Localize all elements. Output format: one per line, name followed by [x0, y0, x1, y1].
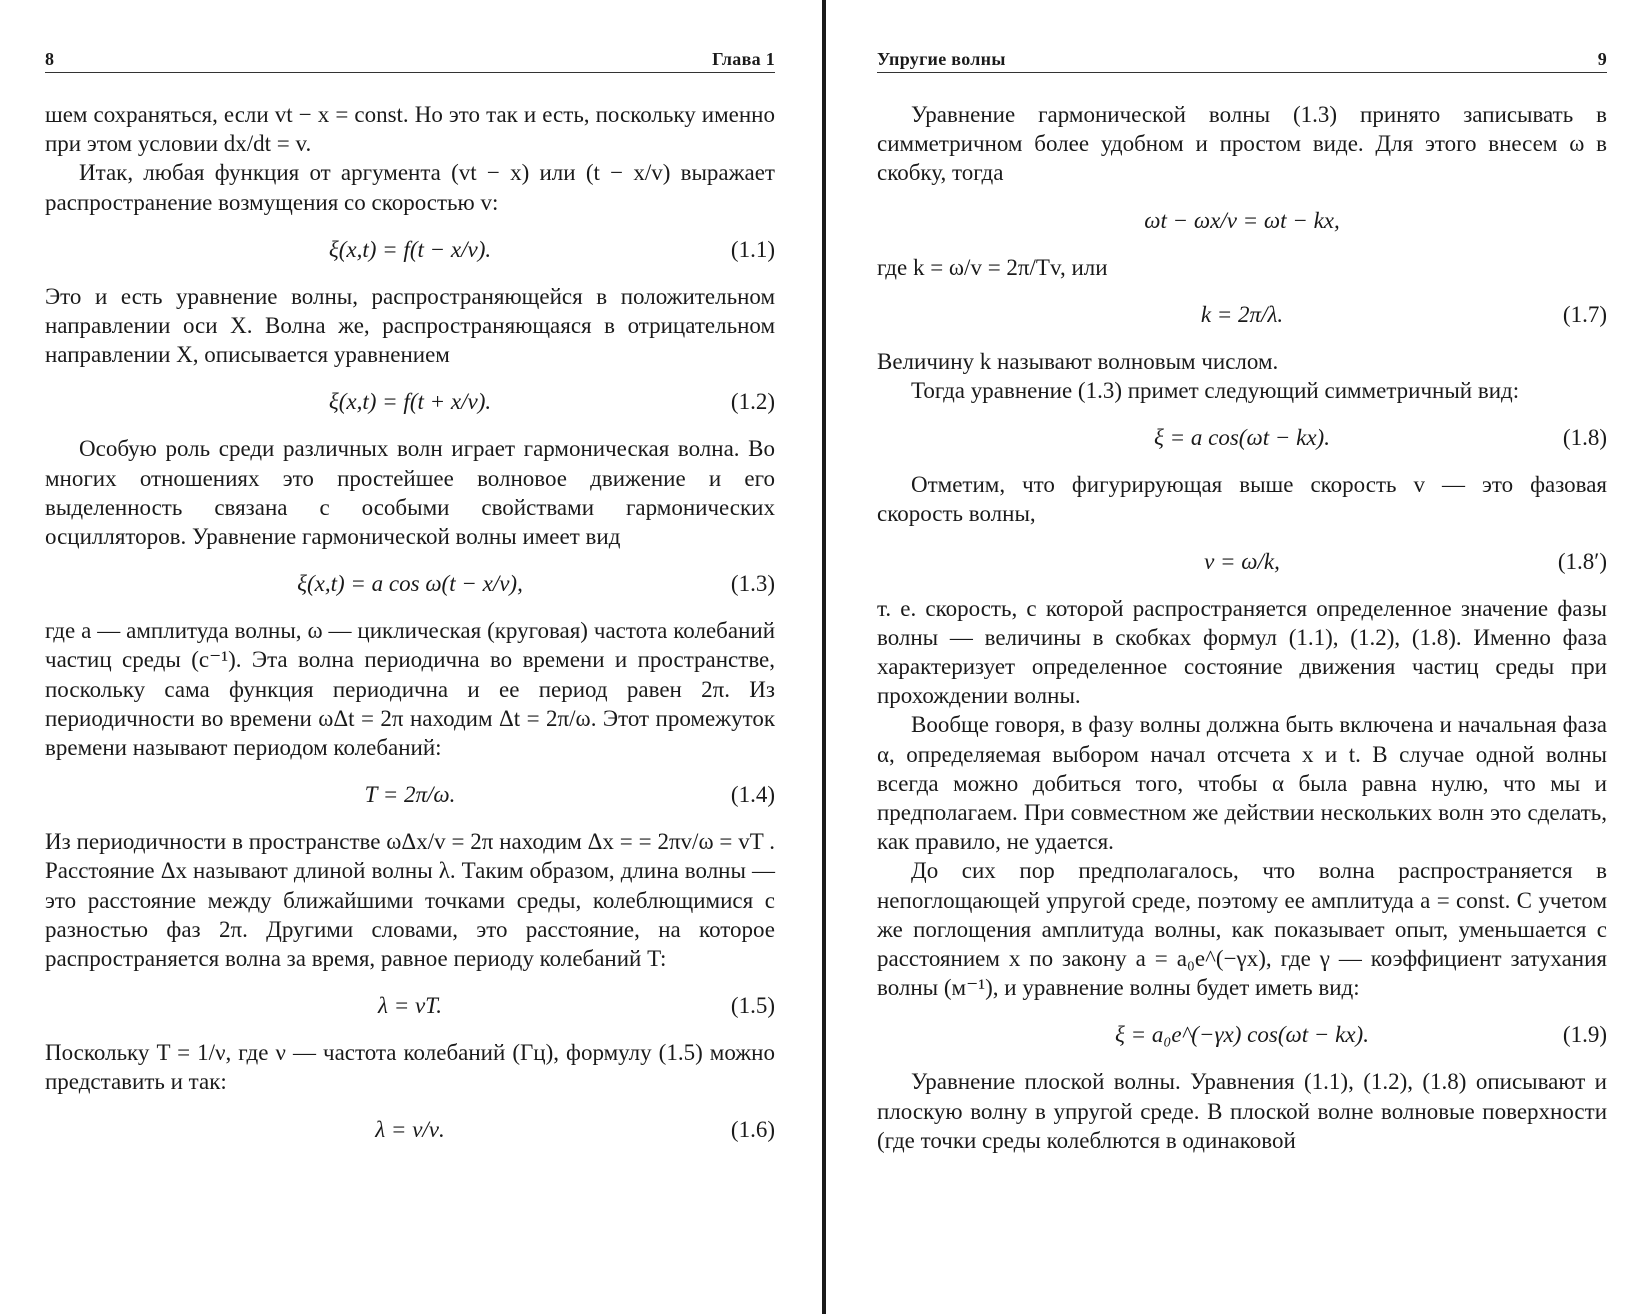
equation [45, 991, 775, 1020]
equation [877, 206, 1607, 235]
right-page-body [877, 100, 1607, 1155]
paragraph: где k = ω/v = 2π/Tv, или [877, 254, 1108, 280]
page-gutter [822, 0, 826, 1314]
right-running-header [877, 48, 1607, 73]
equation [877, 300, 1607, 329]
paragraph: Поскольку T = 1/ν, где ν — частота колебаний (Гц), формулу (1.5) можно представить и так: [45, 1040, 775, 1095]
equation-formula: ξ(x,t) = a cos ω(t − x/v), [297, 571, 523, 597]
paragraph: Уравнение плоской волны. Уравнения (1.1), (1.2), (1.8) описывают и плоскую волну в упругой среде. В плоской волне волновые поверхности (где точки среды колеблются в одинаковой [877, 1069, 1607, 1153]
equation [45, 1115, 775, 1144]
left-page [45, 0, 775, 1314]
equation [45, 780, 775, 809]
paragraph: Из периодичности в пространстве ωΔx/v = 2π находим Δx = = 2πv/ω = vT . Расстояние Δx называют длиной волны λ. Таким образом, длина волны — это расстояние между ближайшими точками среды, колеблющимися с разностью фаз 2π. Другими словами, это расстояние, на которое распространяется волна за время, равное периоду колебаний T: [45, 829, 775, 972]
paragraph: Особую роль среди различных волн играет гармоническая волна. Во многих отношениях это простейшее волновое движение и его выделенность связана с особыми свойствами гармонических осцилляторов. Уравнение гармонической волны имеет вид [45, 436, 775, 550]
paragraph: Это и есть уравнение волны, распространяющейся в положительном направлении оси X. Волна же, распространяющаяся в отрицательном направлении X, описывается уравнением [45, 283, 775, 368]
page-number: 8 [45, 49, 55, 69]
right-page [877, 0, 1607, 1314]
equation [877, 423, 1607, 452]
running-head: Глава 1 [712, 49, 775, 69]
equation [877, 1020, 1607, 1049]
equation-formula: ωt − ωx/v = ωt − kx, [1144, 207, 1340, 233]
equation-formula: ξ = a₀e^(−γx) cos(ωt − kx). [1115, 1022, 1369, 1048]
equation-formula: k = 2π/λ. [1200, 301, 1284, 327]
equation-number: (1.7) [1562, 301, 1607, 327]
equation-formula: ξ(x,t) = f(t + x/v). [328, 389, 492, 415]
paragraph: Величину k называют волновым числом. [877, 348, 1279, 374]
equation-number: (1.6) [730, 1116, 775, 1142]
equation-formula: T = 2π/ω. [364, 782, 456, 808]
equation-formula: λ = vT. [377, 993, 443, 1019]
equation-number: (1.5) [730, 993, 775, 1019]
equation [45, 569, 775, 598]
paragraph: Отметим, что фигурирующая выше скорость v — это фазовая скорость волны, [877, 472, 1607, 527]
equation-formula: λ = v/ν. [375, 1116, 445, 1142]
equation [45, 235, 775, 264]
equation-number: (1.8′) [1557, 548, 1607, 574]
equation-formula: v = ω/k, [1204, 548, 1280, 574]
equation-number: (1.2) [730, 389, 775, 415]
equation-number: (1.8) [1562, 425, 1607, 451]
running-head: Упругие волны [877, 49, 1006, 69]
equation [877, 547, 1607, 576]
left-running-header [45, 48, 775, 73]
equation-number: (1.9) [1562, 1022, 1607, 1048]
equation-number: (1.1) [730, 236, 775, 262]
equation-formula: ξ(x,t) = f(t − x/v). [328, 236, 492, 262]
paragraph: Уравнение гармонической волны (1.3) принято записывать в симметричном более удобном и простом виде. Для этого внесем ω в скобку, тогда [877, 102, 1607, 186]
left-page-body [45, 100, 775, 1162]
paragraph: где a — амплитуда волны, ω — циклическая (круговая) частота колебаний частиц среды (с⁻¹). Эта волна периодична во времени и пространстве, поскольку сама функция периодична и ее период равен 2π. Из периодичности во времени ωΔt = 2π находим Δt = 2π/ω. Этот промежуток времени называют периодом колебаний: [45, 618, 775, 761]
paragraph: До сих пор предполагалось, что волна распространяется в непоглощающей упругой среде, поэтому ее амплитуда a = const. С учетом же поглощения амплитуда волны, как показывает опыт, уменьшается с расстоянием x по закону a = a₀e^(−γx), где γ — коэффициент затухания волны (м⁻¹), и уравнение волны будет иметь вид: [877, 858, 1607, 1001]
paragraph: Вообще говоря, в фазу волны должна быть включена и начальная фаза α, определяемая выбором начал отсчета x и t. В случае одной волны всегда можно добиться того, чтобы α была равна нулю, что мы и предполагаем. При совместном же действии нескольких волн это сделать, как правило, не удается. [877, 712, 1607, 855]
page-number: 9 [1597, 49, 1607, 69]
equation-formula: ξ = a cos(ωt − kx). [1154, 425, 1330, 451]
paragraph: т. е. скорость, с которой распространяется определенное значение фазы волны — величины в скобках формул (1.1), (1.2), (1.8). Именно фаза характеризует определенное состояние движения частиц среды при прохождении волны. [877, 595, 1607, 709]
paragraph: Тогда уравнение (1.3) примет следующий симметричный вид: [911, 378, 1520, 404]
equation-number: (1.4) [730, 782, 775, 808]
paragraph: шем сохраняться, если vt − x = const. Но это так и есть, поскольку именно при этом условии dx/dt = v. [45, 102, 775, 157]
equation [45, 387, 775, 416]
paragraph: Итак, любая функция от аргумента (vt − x) или (t − x/v) выражает распространение возмущения со скоростью v: [45, 160, 775, 215]
equation-number: (1.3) [730, 571, 775, 597]
